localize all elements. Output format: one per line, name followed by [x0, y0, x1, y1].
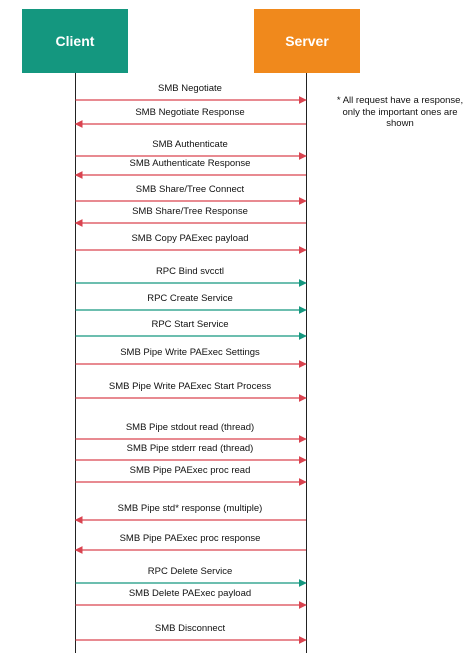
message-label-smb-disconnect: SMB Disconnect [154, 623, 226, 634]
message-label-smb-delete-paexec-payload: SMB Delete PAExec payload [128, 588, 252, 599]
message-label-smb-pipe-stderr-read-thread: SMB Pipe stderr read (thread) [126, 443, 254, 454]
message-label-rpc-create-service: RPC Create Service [147, 293, 233, 304]
message-label-smb-pipe-paexec-proc-response: SMB Pipe PAExec proc response [119, 533, 261, 544]
message-label-smb-authenticate: SMB Authenticate [152, 139, 228, 150]
message-label-rpc-start-service: RPC Start Service [151, 319, 229, 330]
message-label-smb-authenticate-response: SMB Authenticate Response [129, 158, 251, 169]
message-label-rpc-bind-svcctl: RPC Bind svcctl [155, 266, 225, 277]
response-note: * All request have a response, only the important ones are shown [336, 95, 464, 129]
message-label-smb-pipe-write-paexec-start-process: SMB Pipe Write PAExec Start Process [108, 381, 272, 392]
server-actor-label: Server [285, 33, 329, 49]
message-label-smb-copy-paexec-payload: SMB Copy PAExec payload [131, 233, 249, 244]
message-label-smb-pipe-write-paexec-settings: SMB Pipe Write PAExec Settings [120, 347, 260, 358]
message-label-smb-pipe-paexec-proc-read: SMB Pipe PAExec proc read [129, 465, 251, 476]
message-label-smb-negotiate: SMB Negotiate [158, 83, 222, 94]
message-label-smb-share-tree-response: SMB Share/Tree Response [132, 206, 248, 217]
message-label-smb-negotiate-response: SMB Negotiate Response [135, 107, 245, 118]
message-label-rpc-delete-service: RPC Delete Service [147, 566, 233, 577]
client-actor-label: Client [55, 33, 95, 49]
message-label-smb-share-tree-connect: SMB Share/Tree Connect [135, 184, 245, 195]
message-label-smb-pipe-std-response-multiple: SMB Pipe std* response (multiple) [117, 503, 263, 514]
message-label-smb-pipe-stdout-read-thread: SMB Pipe stdout read (thread) [125, 422, 255, 433]
